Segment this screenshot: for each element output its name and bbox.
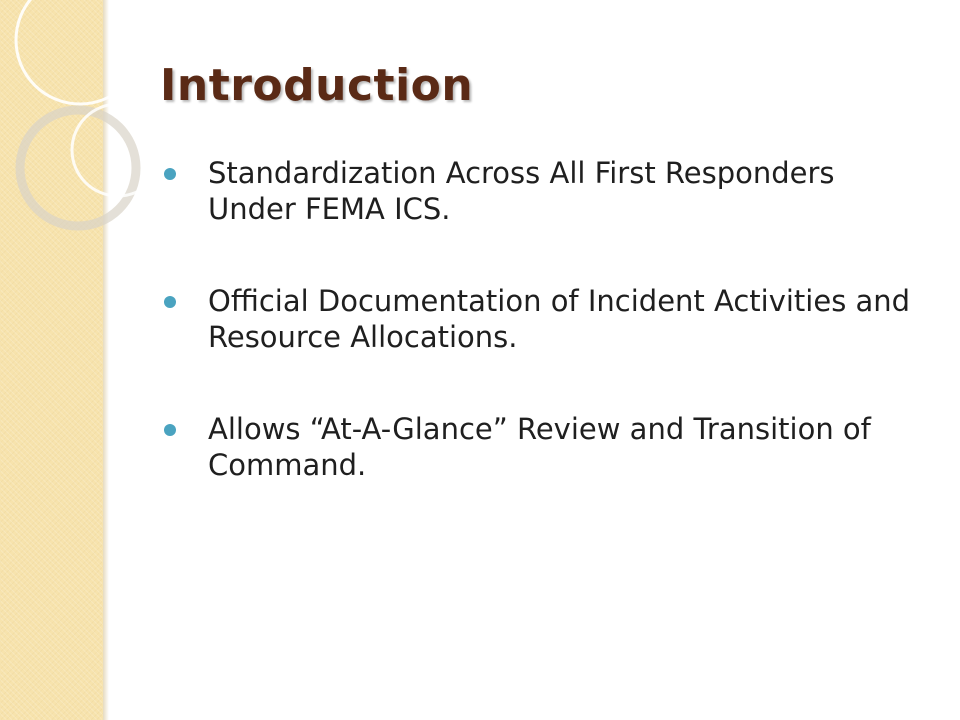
bullet-marker-icon <box>164 168 176 180</box>
side-band-shadow <box>103 0 109 720</box>
slide-title: Introduction <box>160 60 474 111</box>
bullet-list <box>162 155 922 539</box>
bullet-text: Standardization Across All First Responders Under FEMA ICS. <box>208 156 835 226</box>
bullet-text: Official Documentation of Incident Activities and Resource Allocations. <box>208 284 911 354</box>
bullet-item <box>162 411 922 483</box>
decorative-side-band <box>0 0 103 720</box>
bullet-item <box>162 155 922 227</box>
bullet-item <box>162 283 922 355</box>
bullet-marker-icon <box>164 296 176 308</box>
bullet-text: Allows “At-A-Glance” Review and Transition of Command. <box>208 412 871 482</box>
bullet-marker-icon <box>164 424 176 436</box>
